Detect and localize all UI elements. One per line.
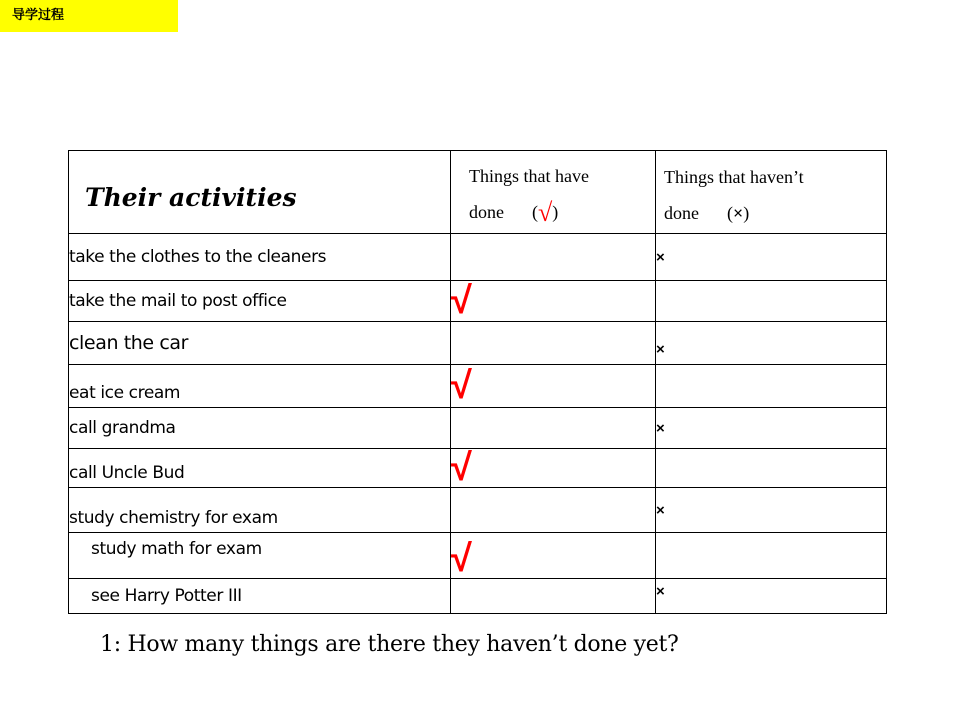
table-row [69,533,887,579]
table-row [69,449,887,488]
header-done-word: done [469,202,504,222]
header-activities [69,151,451,234]
not-done-cell: × [656,234,887,281]
check-mark-icon: √ [538,198,553,227]
question-text: 1: How many things are there they haven’t done yet? [100,632,679,657]
table-row [69,365,887,408]
activity-cell: see Harry Potter III [69,579,451,614]
done-cell [451,322,656,365]
activity-cell: call Uncle Bud [69,449,451,488]
done-cell [451,488,656,533]
not-done-cell [656,281,887,322]
done-cell [451,579,656,614]
activity-cell: study chemistry for exam [69,488,451,533]
not-done-cell [656,533,887,579]
activity-cell: call grandma [69,408,451,449]
table-row [69,579,887,614]
not-done-cell: × [656,488,887,533]
activities-table [68,150,887,614]
table-row [69,234,887,281]
header-not-done-word: done [664,202,699,223]
done-cell: √ [451,365,656,408]
not-done-cell [656,449,887,488]
activity-cell: study math for exam [69,533,451,579]
done-cell [451,234,656,281]
not-done-cell: × [656,408,887,449]
activity-cell: eat ice cream [69,365,451,408]
header-activities-label: Their activities [85,182,297,212]
activity-cell: take the mail to post office [69,281,451,322]
cross-mark-icon: × [733,202,744,223]
header-done-line1: Things that have [469,166,589,186]
header-not-done: Things that haven’t done (×) [656,151,887,234]
not-done-cell: × [656,579,887,614]
done-cell: √ [451,449,656,488]
header-done: Things that have done (√) [451,151,656,234]
not-done-cell [656,365,887,408]
activity-cell: clean the car [69,322,451,365]
table-row [69,322,887,365]
header-not-done-line1: Things that haven’t [664,166,804,187]
not-done-cell: × [656,322,887,365]
done-cell: √ [451,281,656,322]
table-row [69,281,887,322]
table-row [69,488,887,533]
done-cell: √ [451,533,656,579]
section-tag: 导学过程 [0,0,178,32]
table-header-row [69,151,887,234]
activity-cell: take the clothes to the cleaners [69,234,451,281]
done-cell [451,408,656,449]
table-row [69,408,887,449]
